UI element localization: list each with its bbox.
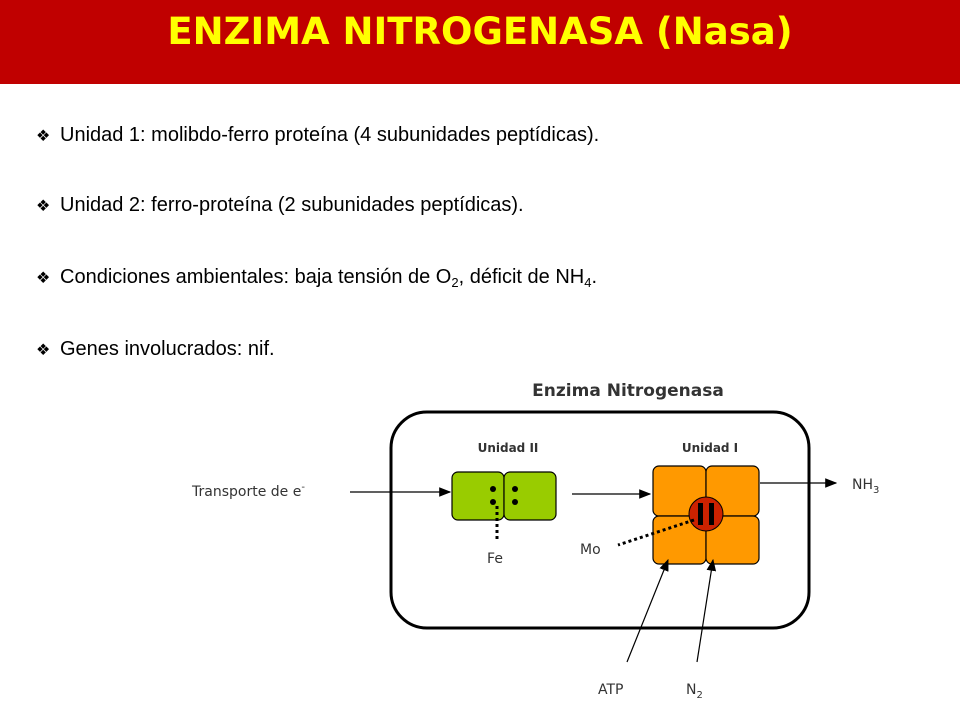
fe-dot [490, 486, 496, 492]
mo-bar [698, 503, 703, 525]
fe-label: Fe [487, 551, 503, 567]
fe-dot [512, 486, 518, 492]
transport-label [191, 482, 305, 500]
bullet-text: Unidad 2: ferro-proteína (2 subunidades peptídicas). [60, 194, 524, 216]
nh3-label [852, 477, 879, 496]
diamond-bullet-icon: ❖ [36, 342, 51, 359]
subscript: 4 [584, 275, 592, 290]
diamond-bullet-icon: ❖ [36, 128, 51, 145]
fe-dot [512, 499, 518, 505]
diamond-bullet-icon: ❖ [36, 270, 51, 287]
n-text: N [686, 682, 697, 698]
unidad-ii-subunit-right [504, 472, 556, 520]
diagram-heading: Enzima Nitrogenasa [532, 381, 724, 401]
subscript: 2 [696, 690, 703, 701]
bullet-text: Condiciones ambientales: baja tensión de O [60, 266, 452, 288]
atp-label: ATP [598, 682, 624, 698]
subscript: 3 [873, 485, 880, 496]
mo-bar [709, 503, 714, 525]
unidad-ii-label: Unidad II [477, 441, 539, 455]
unidad-i-label: Unidad I [681, 441, 739, 455]
transport-text: Transporte de e [192, 484, 302, 500]
diamond-bullet-icon: ❖ [36, 198, 51, 215]
slide-title: ENZIMA NITROGENASA (Nasa) [167, 10, 793, 53]
subscript: 2 [451, 275, 459, 290]
n2-label [686, 682, 703, 701]
bullet-text: . [591, 266, 597, 288]
fe-dot [490, 499, 496, 505]
bullet-text: Unidad 1: molibdo-ferro proteína (4 subunidades peptídicas). [60, 124, 600, 146]
bullet-text: , déficit de NH [458, 266, 585, 288]
superscript: - [301, 482, 305, 493]
mo-label: Mo [580, 542, 601, 558]
bullet-text: Genes involucrados: nif. [60, 338, 275, 360]
mo-core [689, 497, 723, 531]
nh-text: NH [852, 477, 873, 493]
